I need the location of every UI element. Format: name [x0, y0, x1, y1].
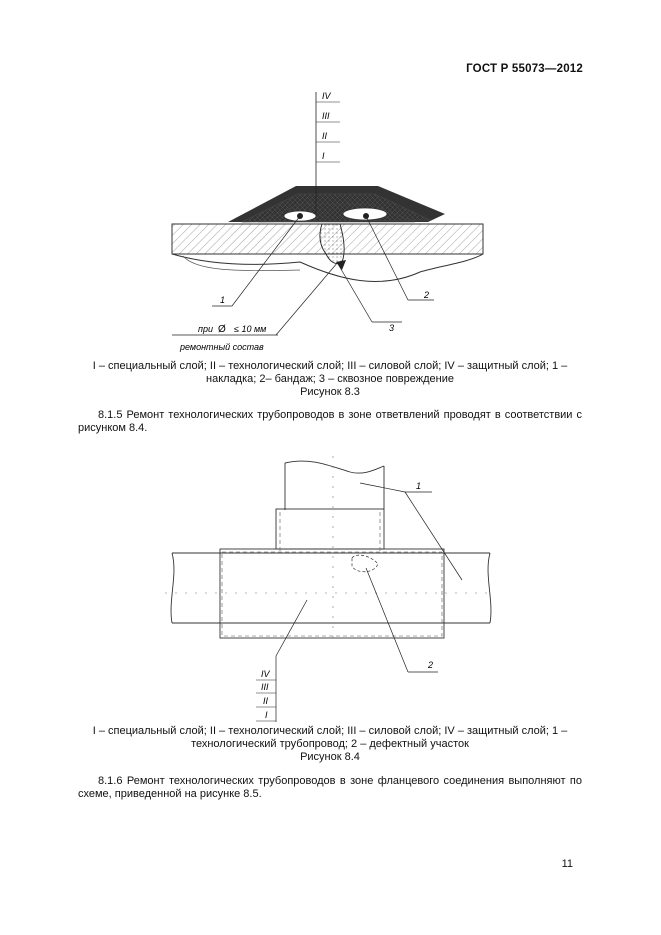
paragraph-8-1-5: 8.1.5 Ремонт технологических трубопроводов в зоне ответвлений проводят в соответствии с рисунком 8.4. — [78, 409, 582, 434]
layer-label-i: I — [322, 151, 325, 161]
figure-8-4-drawing — [0, 450, 661, 725]
note-text: ремонтный состав — [180, 342, 264, 352]
callout-3: 3 — [389, 323, 395, 333]
page-number: 11 — [561, 858, 573, 870]
pipe-inner-edge — [172, 254, 483, 281]
figure-8-4-title: Рисунок 8.4 — [300, 751, 360, 763]
layer-label-iv: IV — [322, 91, 331, 101]
document-header: ГОСТ Р 55073—2012 — [466, 63, 583, 75]
callout-1-fig84: 1 — [416, 481, 422, 491]
callout-1: 1 — [220, 295, 226, 305]
figure-8-4-caption — [80, 725, 580, 764]
layer-label-i-fig84: I — [265, 710, 268, 720]
defect-area — [352, 555, 378, 572]
note-prefix: при — [198, 324, 213, 334]
layer-label-iv-fig84: IV — [261, 669, 270, 679]
main-repair-sleeve — [220, 549, 444, 638]
layer-label-ii-fig84: II — [263, 696, 269, 706]
figure-8-3-title: Рисунок 8.3 — [300, 386, 360, 398]
callout-2: 2 — [424, 290, 430, 300]
branch-sleeve — [276, 509, 384, 549]
note-value: ≤ 10 мм — [234, 324, 267, 334]
caption-8-3-line2: накладка; 2– бандаж; 3 – сквозное повреждение — [206, 373, 454, 385]
layer-label-iii-fig84: III — [261, 682, 269, 692]
layer-label-iii: III — [322, 111, 330, 121]
layer-label-ii: II — [322, 131, 328, 141]
caption-8-3-line1: I – специальный слой; II – технологический слой; III – силовой слой; IV – защитный слой; 1 – — [92, 360, 568, 372]
paragraph-8-1-6: 8.1.6 Ремонт технологических трубопроводов в зоне фланцевого соединения выполняют по схеме, приведенной на рисунке 8.5. — [78, 775, 582, 800]
caption-8-4-line1: I – специальный слой; II – технологический слой; III – силовой слой; IV – защитный слой; 1 – — [92, 725, 568, 737]
figure-8-3-drawing — [0, 0, 661, 360]
diameter-symbol: Ø — [218, 324, 226, 335]
caption-8-4-line2: технологический трубопровод; 2 – дефектный участок — [191, 738, 469, 750]
through-damage-3 — [320, 224, 344, 264]
figure-8-3-caption — [80, 360, 580, 399]
callout-2-fig84: 2 — [428, 660, 434, 670]
